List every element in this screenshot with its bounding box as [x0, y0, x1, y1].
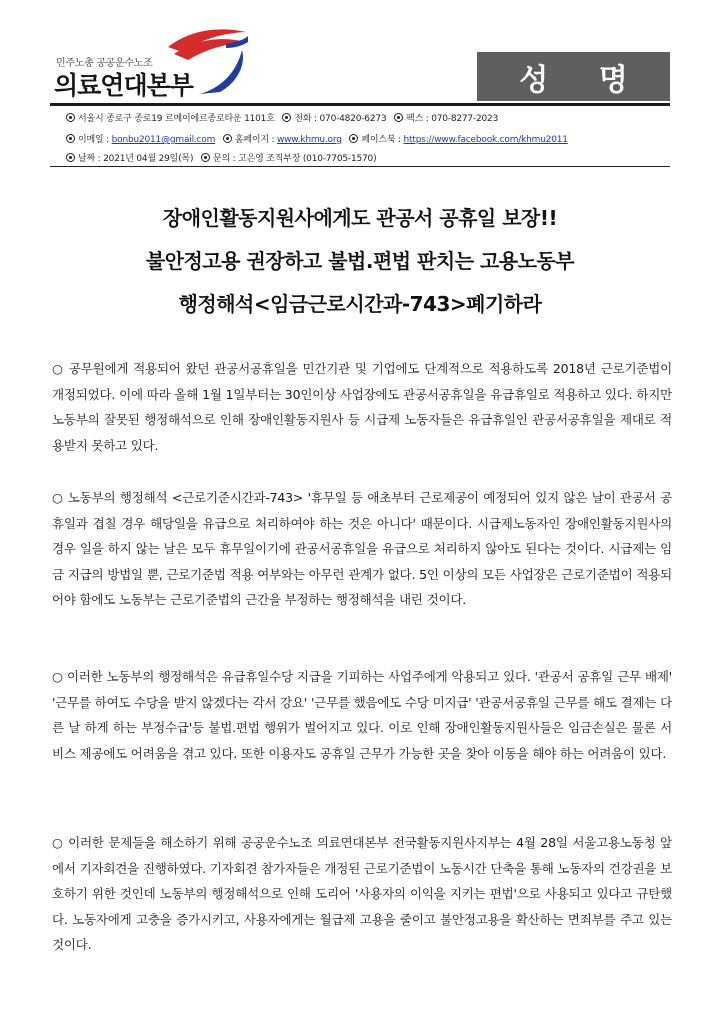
facebook-link[interactable]: https://www.facebook.com/khmu2011 [403, 135, 568, 145]
letterhead [50, 22, 670, 172]
email-prefix: 이메일 : [78, 135, 112, 145]
contact-row-web [66, 132, 568, 145]
info-divider [50, 166, 670, 167]
bullet-icon [66, 134, 75, 143]
bullet-icon [349, 134, 358, 143]
facebook-prefix: 페이스북 : [361, 135, 404, 145]
bullet-icon [66, 153, 75, 162]
body-paragraph: ○ 노동부의 행정해석 <근로기준시간과-743> '휴무일 등 애초부터 근로제공이 예정되어 있지 않은 날이 관공서 공휴일과 겹칠 경우 해당일을 유급으로 처리하여야 하는 것은 아니다' 때문이다. 시급제노동자인 장애인활동지원사의 경우 일을 하지 않는 날은 모두 휴무일이기에 관공서공휴일을 유급으로 처리하지 않아도 된다는 것이다. 시급제는 임금 지급의 방법일 뿐, 근로기준법 적용 여부와는 아무런 관계가 없다. 5인 이상의 모든 사업장은 근로기준법이 적용되어야 함에도 노동부는 근로기준법의 근간을 부정하는 행정해석을 내린 것이다. [52, 490, 672, 607]
headline-line-2: 불안정고용 권장하고 불법.편법 판치는 고용노동부 [145, 249, 575, 273]
organization-name: 의료연대본부 [54, 71, 193, 100]
body-paragraph: ○ 이러한 문제들을 해소하기 위해 공공운수노조 의료연대본부 전국활동지원사지부는 4월 28일 서울고용노동청 앞에서 기자회견을 진행하였다. 기자회견 참가자들은 개정된 근로기준법이 노동시간 단축을 통해 노동자의 건강권을 보호하기 위한 것인데 노동부의 행정해석으로 인해 도리어 '사용자의 이익을 지키는 편법'으로 사용되고 있다고 규탄했다. 노동자에게 고충을 증가시키고, 사용자에게는 월급제 고용을 줄이고 불안정고용을 확산하는 면죄부를 주고 있는 것이다. [52, 835, 672, 952]
body-paragraph: ○ 이러한 노동부의 행정해석은 유급휴일수당 지급을 기피하는 사업주에게 악용되고 있다. '관공서 공휴일 근무 배제' '근무를 하여도 수당을 받지 않겠다는 각서 강요' '근무를 했음에도 수당 미지급' '관공서공휴일 근무를 해도 결제는 다른 날 하게 하는 부정수급'등 불법.편법 행위가 벌어지고 있다. 이로 인해 장애인활동지원사들은 임금손실은 물론 서비스 제공에도 어려움을 겪고 있다. 또한 이용자도 공휴일 근무가 가능한 곳을 찾아 이동을 해야 하는 어려움이 있다. [52, 669, 672, 761]
address-text: 서울시 종로구 종로19 르메이에르종로타운 1101호 [78, 114, 275, 124]
bullet-icon [394, 113, 403, 122]
body-paragraph: ○ 공무원에게 적용되어 왔던 관공서공휴일을 민간기관 및 기업에도 단계적으로 적용하도록 2018년 근로기준법이 개정되었다. 이에 따라 올해 1월 1일부터는 30인이상 사업장에도 관공서공휴일을 유급휴일로 적용하고 있다. 하지만 노동부의 잘못된 행정해석으로 인해 장애인활동지원사 등 시급제 노동자들은 유급휴일인 관공서공휴일을 제대로 적용받지 못하고 있다. [52, 361, 672, 453]
contact-row-address [66, 111, 498, 124]
headline-line-3: 행정해석<임금근로시간과-743>폐기하라 [178, 292, 542, 316]
document-type-banner [477, 52, 670, 101]
bullet-icon [201, 153, 210, 162]
contact-person-text: 문의 : 고은영 조직부장 (010-7705-1570) [212, 154, 377, 164]
date-text: 날짜 : 2021년 04월 29일(목) [78, 154, 194, 164]
bullet-icon [66, 113, 75, 122]
bullet-icon [223, 134, 232, 143]
union-subtitle: 민주노총 공공운수노조 [56, 58, 153, 69]
document-type-label: 성 명 [519, 62, 648, 98]
phone-text: 전화 : 070-4820-6273 [294, 114, 387, 124]
email-link[interactable]: bonbu2011@gmail.com [111, 135, 216, 145]
contact-row-date [66, 151, 376, 164]
headline-line-1: 장애인활동지원사에게도 관공서 공휴일 보장!! [162, 206, 558, 230]
fax-text: 팩스 : 070-8277-2023 [406, 114, 499, 124]
homepage-link[interactable]: www.khmu.org [276, 135, 342, 145]
bullet-icon [282, 113, 291, 122]
header-divider [50, 103, 670, 106]
homepage-prefix: 홈페이지 : [234, 135, 277, 145]
